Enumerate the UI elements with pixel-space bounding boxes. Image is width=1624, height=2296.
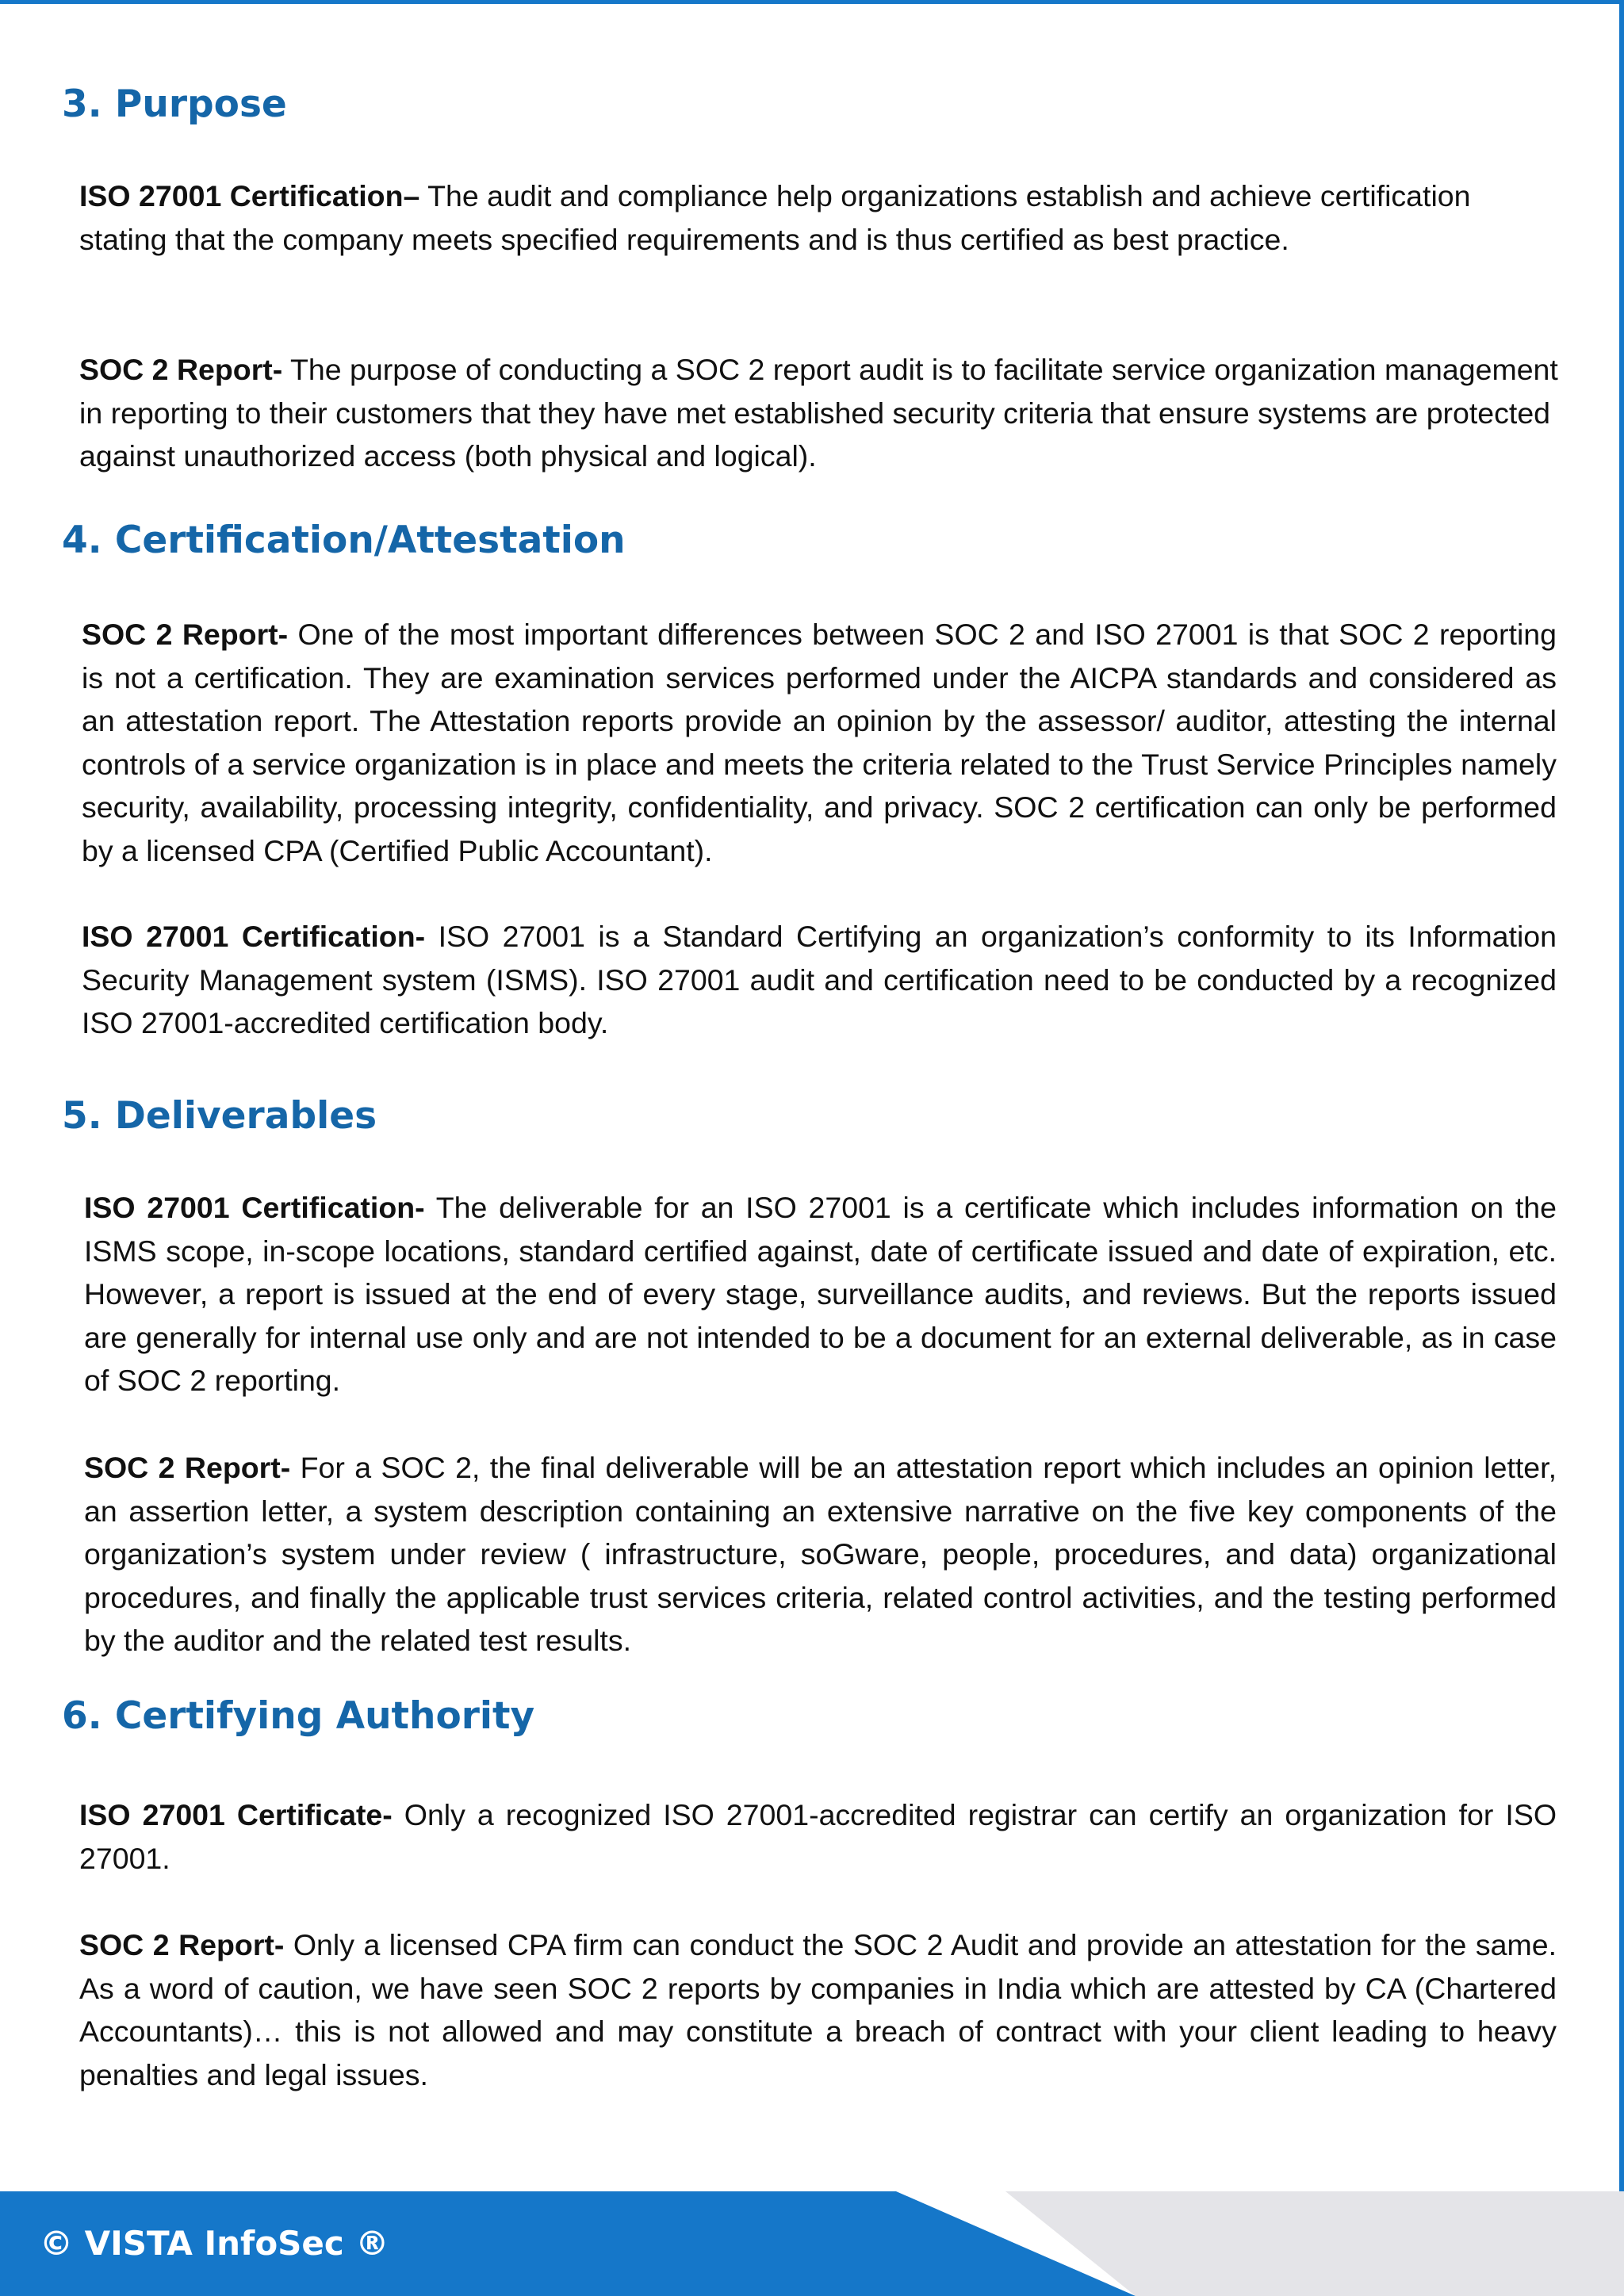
paragraph-purpose-iso [79, 174, 1558, 261]
paragraph-text: The deliverable for an ISO 27001 is a certificate which includes information on the ISMS scope, in-scope locations, standard certified against, date of certificate issued and date of expiration, etc. However, a report is issued at the end of every stage, surveillance audits, and reviews. But the reports issued are generally for internal use only and are not intended to be a document for an external deliverable, as in case of SOC 2 reporting. [84, 1191, 1557, 1397]
paragraph-text: Only a recognized ISO 27001-accredited registrar can certify an organization for ISO 27001. [79, 1798, 1557, 1875]
paragraph-text: The audit and compliance help organizations establish and achieve certification stating that the company meets specified requirements and is thus certified as best practice. [79, 179, 1471, 256]
paragraph-authority-soc2 [79, 1923, 1557, 2096]
paragraph-text: For a SOC 2, the final deliverable will be an attestation report which includes an opinion letter, an assertion letter, a system description containing an extensive narrative on the five key components of the organization’s system under review ( infrastructure, soGware, people, procedures, and data) organizational procedures, and finally the applicable trust services criteria, related control activities, and the testing performed by the auditor and the related test results. [84, 1451, 1557, 1657]
paragraph-lead: SOC 2 Report- [79, 353, 283, 386]
paragraph-lead: SOC 2 Report- [84, 1451, 291, 1484]
paragraph-purpose-soc2 [79, 348, 1558, 478]
footer-copyright: © VISTA InfoSec ® [40, 2224, 389, 2263]
section-heading-purpose: 3. Purpose [62, 82, 287, 126]
paragraph-attestation-iso [82, 915, 1557, 1045]
paragraph-text: Only a licensed CPA firm can conduct the SOC 2 Audit and provide an attestation for the same. As a word of caution, we have seen SOC 2 reports by companies in India which are attested by CA (Chartered Accountants)… this is not allowed and may constitute a breach of contract with your client leading to heavy penalties and legal issues. [79, 1928, 1557, 2091]
section-heading-certification-attestation: 4. Certification/Attestation [62, 519, 626, 562]
section-heading-deliverables: 5. Deliverables [62, 1094, 377, 1138]
footer [0, 2191, 1624, 2296]
paragraph-lead: ISO 27001 Certification- [84, 1191, 425, 1224]
paragraph-lead: ISO 27001 Certification– [79, 179, 420, 212]
paragraph-lead: SOC 2 Report- [79, 1928, 285, 1961]
section-heading-certifying-authority: 6. Certifying Authority [62, 1694, 535, 1738]
paragraph-deliverables-iso [84, 1186, 1557, 1402]
paragraph-text: ISO 27001 is a Standard Certifying an organization’s conformity to its Information Security Management system (ISMS). ISO 27001 audit and certification need to be conducted by a recognized ISO 27001-accredited certification body. [82, 920, 1557, 1039]
paragraph-lead: ISO 27001 Certificate- [79, 1798, 393, 1831]
paragraph-lead: SOC 2 Report- [82, 618, 289, 651]
paragraph-attestation-soc2 [82, 613, 1557, 872]
paragraph-lead: ISO 27001 Certification- [82, 920, 426, 953]
paragraph-deliverables-soc2 [84, 1446, 1557, 1663]
paragraph-text: The purpose of conducting a SOC 2 report audit is to facilitate service organization management in reporting to their customers that they have met established security criteria that ensure systems are protected against unauthorized access (both physical and logical). [79, 353, 1558, 473]
paragraph-authority-iso [79, 1793, 1557, 1880]
paragraph-text: One of the most important differences between SOC 2 and ISO 27001 is that SOC 2 reporting is not a certification. They are examination services performed under the AICPA standards and considered as an attestation report. The Attestation reports provide an opinion by the assessor/ auditor, attesting the internal controls of a service organization is in place and meets the criteria related to the Trust Service Principles namely security, availability, processing integrity, confidentiality, and privacy. SOC 2 certification can only be performed by a licensed CPA (Certified Public Accountant). [82, 618, 1557, 867]
